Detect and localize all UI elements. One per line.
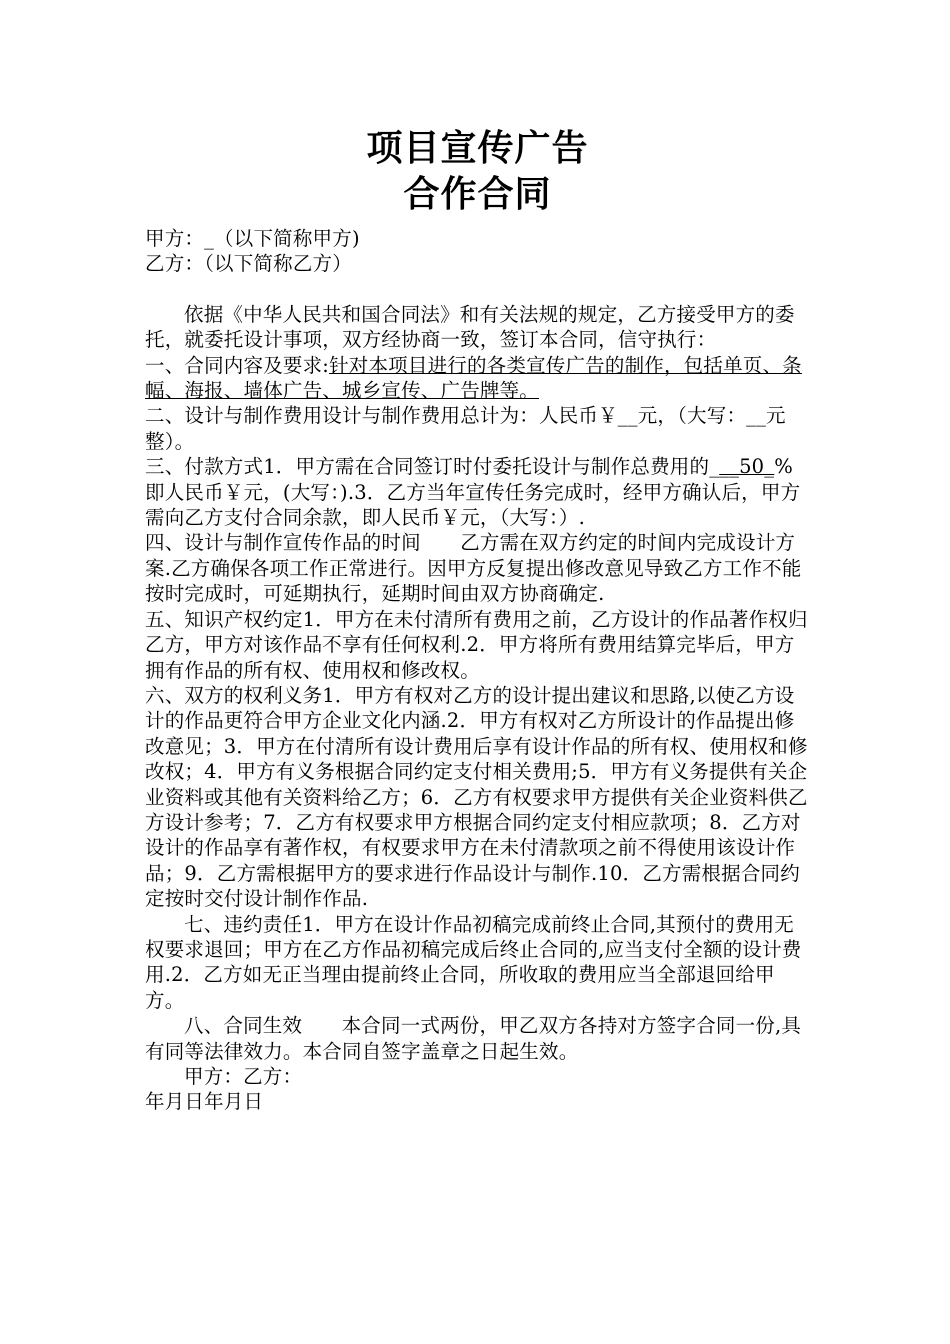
title-line-1: 项目宣传广告 xyxy=(366,128,589,169)
signature-line: 甲方：乙方： xyxy=(184,1065,303,1088)
party-a-line: 甲方：_（以下简称甲方) xyxy=(145,227,360,250)
document-title xyxy=(145,126,810,218)
clause-1 xyxy=(145,353,810,404)
intro-paragraph: 依据《中华人民共和国合同法》和有关法规的规定，乙方接受甲方的委托，就委托设计事项，双方经协商一致，签订本合同，信守执行： xyxy=(145,302,795,352)
clause-7: 七、违约责任1．甲方在设计作品初稿完成前终止合同,其预付的费用无权要求退回；甲方在乙方作品初稿完成后终止合同的,应当支付全额的设计费用.2．乙方如无正当理由提前终止合同，所收取的费用应当全部退回给甲方。 xyxy=(145,912,802,1012)
date-line: 年月日年月日 xyxy=(145,1090,264,1114)
clause-3-suffix: %即人民币￥元，(大写：).3．乙方当年宣传任务完成时，经甲方确认后，甲方需向乙方支付合同余款，即人民币￥元，（大写：）. xyxy=(145,455,801,530)
title-line-2: 合作合同 xyxy=(403,174,552,215)
party-b-line: 乙方：（以下简称乙方） xyxy=(145,252,352,276)
contract-body xyxy=(145,226,810,1115)
paragraph-gap xyxy=(145,277,810,302)
clause-2: 二、设计与制作费用设计与制作费用总计为：人民币￥__元，（大写：__元整）。 xyxy=(145,404,786,453)
clause-1-label: 一、合同内容及要求: xyxy=(145,353,330,377)
clause-5: 五、知识产权约定1．甲方在未付清所有费用之前，乙方设计的作品著作权归乙方，甲方对该作品不享有任何权利.2．甲方将所有费用结算完毕后，甲方拥有作品的所有权、使用权和修改权。 xyxy=(145,607,808,682)
clause-3-percentage: __50_ xyxy=(719,455,775,479)
clause-3-prefix: 三、付款方式1．甲方需在合同签订时付委托设计与制作总费用的_ xyxy=(145,455,720,479)
clause-6: 六、双方的权利义务1．甲方有权对乙方的设计提出建议和思路,以使乙方设计的作品更符合甲方企业文化内涵.2．甲方有权对乙方所设计的作品提出修改意见；3．甲方在付清所有设计费用后享有设计作品的所有权、使用权和修改权；4．甲方有义务根据合同约定支付相关费用;5．甲方有义务提供有关企业资料或其他有关资料给乙方；6．乙方有权要求甲方提供有关企业资料供乙方设计参考；7．乙方有权要求甲方根据合同约定支付相应款项；8．乙方对设计的作品享有著作权，有权要求甲方在未付清款项之前不得使用该设计作品；9．乙方需根据甲方的要求进行作品设计与制作.10．乙方需根据合同约定按时交付设计制作作品. xyxy=(145,683,808,911)
clause-4: 四、设计与制作宣传作品的时间 乙方需在双方约定的时间内完成设计方案.乙方确保各项工作正常进行。因甲方反复提出修改意见导致乙方工作不能按时完成时，可延期执行，延期时间由双方协商确定. xyxy=(145,531,802,606)
clause-8: 八、合同生效 本合同一式两份，甲乙双方各持对方签字合同一份,具有同等法律效力。本合同自签字盖章之日起生效。 xyxy=(145,1014,802,1063)
clause-1-content: 针对本项目进行的各类宣传广告的制作，包括单页、条幅、海报、墙体广告、城乡宣传、广告牌等。 xyxy=(145,353,802,403)
clause-3 xyxy=(145,454,810,530)
